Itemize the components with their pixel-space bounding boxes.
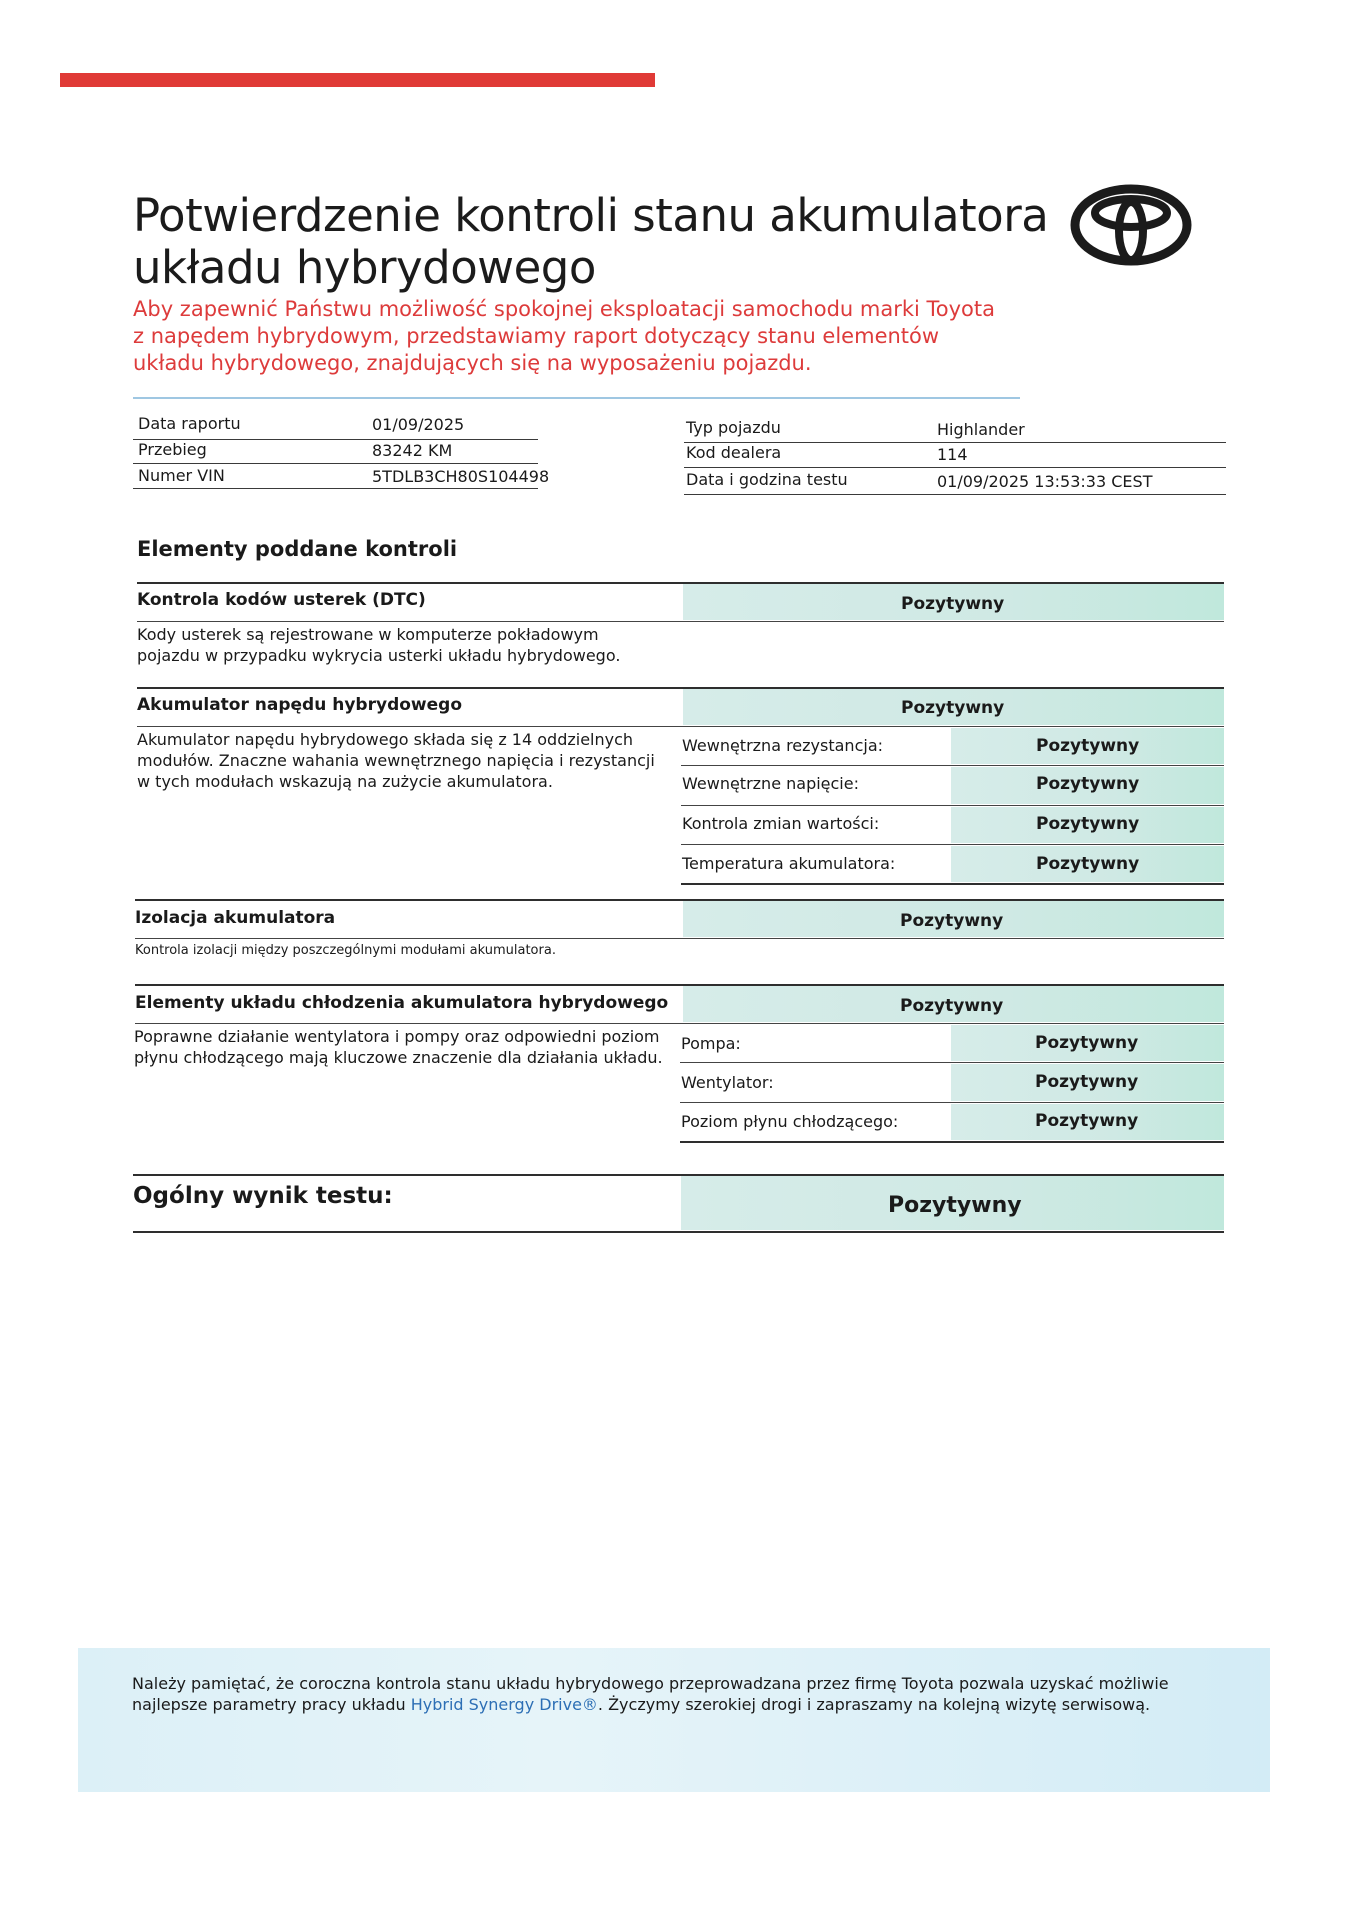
battery-status: Pozytywny [901,698,1005,718]
subtitle-line-3: układu hybrydowego, znajdujących się na wyposażeniu pojazdu. [133,351,812,375]
cooling-item-label: Pompa: [681,1034,741,1053]
test-datetime-value: 01/09/2025 13:53:33 CEST [937,472,1153,491]
report-date-value: 01/09/2025 [372,415,465,434]
divider [681,765,1224,766]
cooling-item-label: Poziom płynu chłodzącego: [681,1112,899,1131]
battery-item-label: Wewnętrzna rezystancja: [682,736,884,755]
title-line-2: układu hybrydowego [133,241,596,294]
cooling-title: Elementy układu chłodzenia akumulatora hybrydowego [135,993,669,1013]
insulation-status: Pozytywny [900,911,1004,931]
mileage-label: Przebieg [138,440,207,459]
divider [684,467,1226,468]
divider [680,1062,1224,1063]
mileage-value: 83242 KM [372,441,453,460]
battery-description [137,729,655,792]
divider [137,621,1224,622]
insulation-description: Kontrola izolacji między poszczególnymi modułami akumulatora. [135,943,556,958]
footer-text-part: najlepsze parametry pracy układu [132,1695,411,1714]
footer-line-1: Należy pamiętać, że coroczna kontrola stanu układu hybrydowego przeprowadzana przez firmę Toyota pozwala uzyskać możliwie [132,1674,1169,1693]
battery-item-status: Pozytywny [1036,854,1140,874]
divider [133,1231,1224,1233]
footer-banner [78,1648,1270,1792]
battery-desc-line-1: Akumulator napędu hybrydowego składa się z 14 oddzielnych [137,730,634,749]
divider [681,844,1224,845]
vin-label: Numer VIN [138,466,225,485]
footer-text-part: . Życzymy szerokiej drogi i zapraszamy na kolejną wizytę serwisową. [597,1695,1151,1714]
divider [135,938,1224,939]
dtc-desc-line-2: pojazdu w przypadku wykrycia usterki układu hybrydowego. [137,646,621,665]
cooling-item-status: Pozytywny [1035,1072,1139,1092]
vehicle-type-value: Highlander [937,420,1025,439]
overall-status: Pozytywny [888,1193,1022,1218]
red-accent-bar [60,73,655,87]
insulation-title: Izolacja akumulatora [135,908,336,928]
divider [684,494,1226,495]
divider [681,883,1224,885]
footer-line-2 [132,1694,1212,1715]
vehicle-type-label: Typ pojazdu [686,418,781,437]
divider [133,463,538,464]
battery-item-label: Kontrola zmian wartości: [682,814,880,833]
divider [680,1102,1224,1103]
dtc-description [137,624,620,666]
dtc-desc-line-1: Kody usterek są rejestrowane w komputerze pokładowym [137,625,599,644]
toyota-logo-icon [1070,184,1192,266]
battery-item-status: Pozytywny [1036,814,1140,834]
cooling-status: Pozytywny [900,996,1004,1016]
subtitle-line-1: Aby zapewnić Państwu możliwość spokojnej eksploatacji samochodu marki Toyota [133,297,995,321]
divider [680,1141,1224,1143]
section-heading: Elementy poddane kontroli [137,537,458,561]
cooling-item-status: Pozytywny [1035,1111,1139,1131]
test-datetime-label: Data i godzina testu [686,470,848,489]
subtitle [133,296,1033,377]
vin-value: 5TDLB3CH80S104498 [372,467,550,486]
battery-item-status: Pozytywny [1036,774,1140,794]
battery-desc-line-3: w tych modułach wskazują na zużycie akumulatora. [137,772,553,791]
battery-item-label: Wewnętrzne napięcie: [682,774,859,793]
cooling-desc-line-2: płynu chłodzącego mają kluczowe znaczenie dla działania układu. [134,1048,663,1067]
cooling-description [134,1026,684,1068]
dtc-title: Kontrola kodów usterek (DTC) [137,590,426,610]
divider [681,805,1224,806]
hybrid-synergy-drive-brand: Hybrid Synergy Drive® [410,1695,598,1714]
overall-label: Ogólny wynik testu: [133,1183,393,1209]
divider [133,397,1020,399]
divider [133,488,538,489]
battery-title: Akumulator napędu hybrydowego [137,695,463,715]
title-line-1: Potwierdzenie kontroli stanu akumulatora [133,189,1049,242]
battery-item-label: Temperatura akumulatora: [682,854,896,873]
divider [137,726,1224,727]
footer-text [132,1673,1212,1715]
report-date-label: Data raportu [138,414,241,433]
cooling-desc-line-1: Poprawne działanie wentylatora i pompy oraz odpowiedni poziom [134,1027,660,1046]
cooling-item-label: Wentylator: [681,1073,774,1092]
page-title [133,190,1063,294]
battery-desc-line-2: modułów. Znaczne wahania wewnętrznego napięcia i rezystancji [137,751,655,770]
battery-item-status: Pozytywny [1036,736,1140,756]
dtc-status: Pozytywny [901,594,1005,614]
dealer-code-label: Kod dealera [686,443,782,462]
dealer-code-value: 114 [937,445,968,464]
divider [135,1023,1224,1024]
subtitle-line-2: z napędem hybrydowym, przedstawiamy raport dotyczący stanu elementów [133,324,940,348]
cooling-item-status: Pozytywny [1035,1033,1139,1053]
